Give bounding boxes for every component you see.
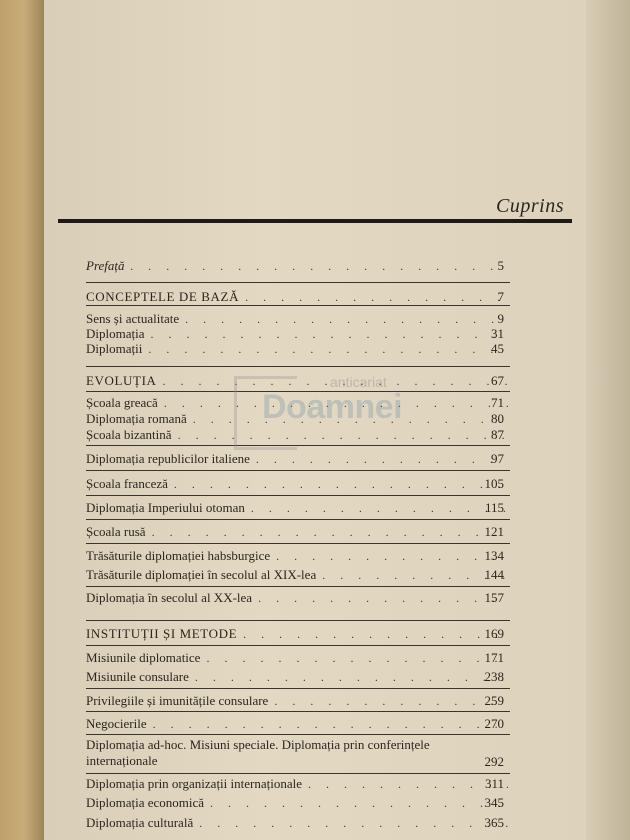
toc-entry[interactable] — [86, 815, 508, 831]
toc-entry-label: Misiunile consulare — [86, 669, 189, 684]
toc-page-number: 87 — [491, 427, 504, 442]
section-divider — [86, 734, 510, 735]
toc-entry[interactable] — [86, 693, 508, 709]
toc-page-number: 31 — [491, 326, 504, 341]
toc-entry-label: Diplomația ad-hoc. Misiuni speciale. Diplomația prin conferințele — [86, 737, 430, 752]
toc-entry[interactable] — [86, 669, 508, 685]
toc-page-number: 134 — [484, 548, 504, 563]
toc-entry[interactable] — [86, 716, 508, 732]
toc-page-number: 144 — [484, 567, 504, 582]
watermark-logo — [234, 376, 402, 446]
toc-entry-label: CONCEPTELE DE BAZĂ — [86, 289, 240, 304]
section-divider — [86, 688, 510, 689]
toc-entry-label: Prefață — [86, 258, 125, 273]
book-spine — [0, 0, 44, 840]
toc-entry[interactable] — [86, 650, 508, 666]
toc-entry-multiline[interactable] — [86, 737, 456, 769]
title-rule — [58, 219, 572, 223]
toc-entry[interactable] — [86, 524, 508, 540]
toc-entry[interactable] — [86, 326, 508, 342]
section-divider — [86, 773, 510, 774]
toc-entry-label: Diplomația prin organizații internaționale — [86, 776, 302, 791]
toc-entry-label: EVOLUȚIA — [86, 373, 157, 388]
toc-entry-label: Școala rusă — [86, 524, 146, 539]
toc-page-number: 365 — [484, 815, 504, 830]
toc-entry-label: INSTITUȚII ȘI METODE — [86, 626, 238, 641]
section-divider — [86, 543, 510, 544]
toc-section-conceptele[interactable] — [86, 289, 508, 305]
toc-entry-label: Diplomația republicilor italiene — [86, 451, 250, 466]
toc-page-number: 105 — [484, 476, 504, 491]
toc-page-number: 7 — [497, 289, 504, 304]
toc-page-number: 259 — [484, 693, 504, 708]
section-divider — [86, 366, 510, 367]
toc-page-number: 97 — [491, 451, 504, 466]
toc-entry-label: Diplomația romană — [86, 411, 187, 426]
toc-entry[interactable] — [86, 590, 508, 606]
toc-page-number: 171 — [484, 650, 504, 665]
watermark-small-text: anticariat — [330, 374, 387, 390]
toc-entry[interactable] — [86, 311, 508, 327]
toc-entry-prefata[interactable] — [86, 258, 508, 274]
section-divider — [86, 645, 510, 646]
toc-entry-label: Diplomația Imperiului otoman — [86, 500, 245, 515]
toc-entry[interactable] — [86, 451, 508, 467]
toc-page-number: 238 — [484, 669, 504, 684]
toc-entry[interactable] — [86, 795, 508, 811]
watermark-brand-text: Doamnei — [262, 388, 403, 426]
toc-entry-label: Trăsăturile diplomației în secolul al XIX-lea — [86, 567, 317, 582]
toc-entry-label: Diplomația în secolul al XX-lea — [86, 590, 253, 605]
toc-entry-label: Misiunile diplomatice — [86, 650, 201, 665]
section-divider — [86, 470, 510, 471]
toc-page-number: 115 — [484, 500, 504, 515]
toc-entry-label: Privilegiile și imunitățile consulare — [86, 693, 269, 708]
toc-entry[interactable] — [86, 341, 508, 357]
toc-entry-label: Sens și actualitate — [86, 311, 180, 326]
toc-entry-label: Școala bizantină — [86, 427, 172, 442]
toc-entry-label-continued: internaționale — [86, 753, 158, 768]
toc-entry-label: Diplomații — [86, 341, 143, 356]
section-divider — [86, 620, 510, 621]
toc-entry-label: Negocierile — [86, 716, 147, 731]
section-divider — [86, 282, 510, 283]
section-divider — [86, 586, 510, 587]
toc-page-number: 71 — [491, 395, 504, 410]
toc-entry[interactable] — [86, 476, 508, 492]
toc-entry-label: Trăsăturile diplomației habsburgice — [86, 548, 271, 563]
section-divider — [86, 305, 510, 306]
toc-entry-label: Diplomația culturală — [86, 815, 194, 830]
toc-entry-label: Diplomația economică — [86, 795, 205, 810]
background-edge — [586, 0, 630, 840]
toc-page-number: 270 — [484, 716, 504, 731]
toc-entry[interactable] — [86, 776, 508, 792]
toc-entry-label: Școala greacă — [86, 395, 158, 410]
toc-page-number: 45 — [491, 341, 504, 356]
toc-page-number: 121 — [484, 524, 504, 539]
toc-entry[interactable] — [86, 500, 508, 516]
toc-entry[interactable] — [86, 548, 508, 564]
section-divider — [86, 495, 510, 496]
toc-page-number: 311 — [484, 776, 504, 791]
toc-page-number: 5 — [497, 258, 504, 273]
toc-page-number: 345 — [484, 795, 504, 810]
toc-entry-label: Școala franceză — [86, 476, 168, 491]
toc-page-number: 292 — [484, 754, 504, 769]
toc-page-number: 9 — [497, 311, 504, 326]
toc-page-number: 67 — [491, 373, 504, 388]
toc-page-number: 169 — [484, 626, 504, 641]
section-divider — [86, 519, 510, 520]
toc-page-number: 157 — [484, 590, 504, 605]
section-divider — [86, 711, 510, 712]
toc-entry-label: Diplomația — [86, 326, 145, 341]
toc-page-number: 80 — [491, 411, 504, 426]
toc-section-institutii[interactable] — [86, 626, 508, 642]
page-title: Cuprins — [496, 195, 564, 217]
toc-entry[interactable] — [86, 567, 508, 583]
